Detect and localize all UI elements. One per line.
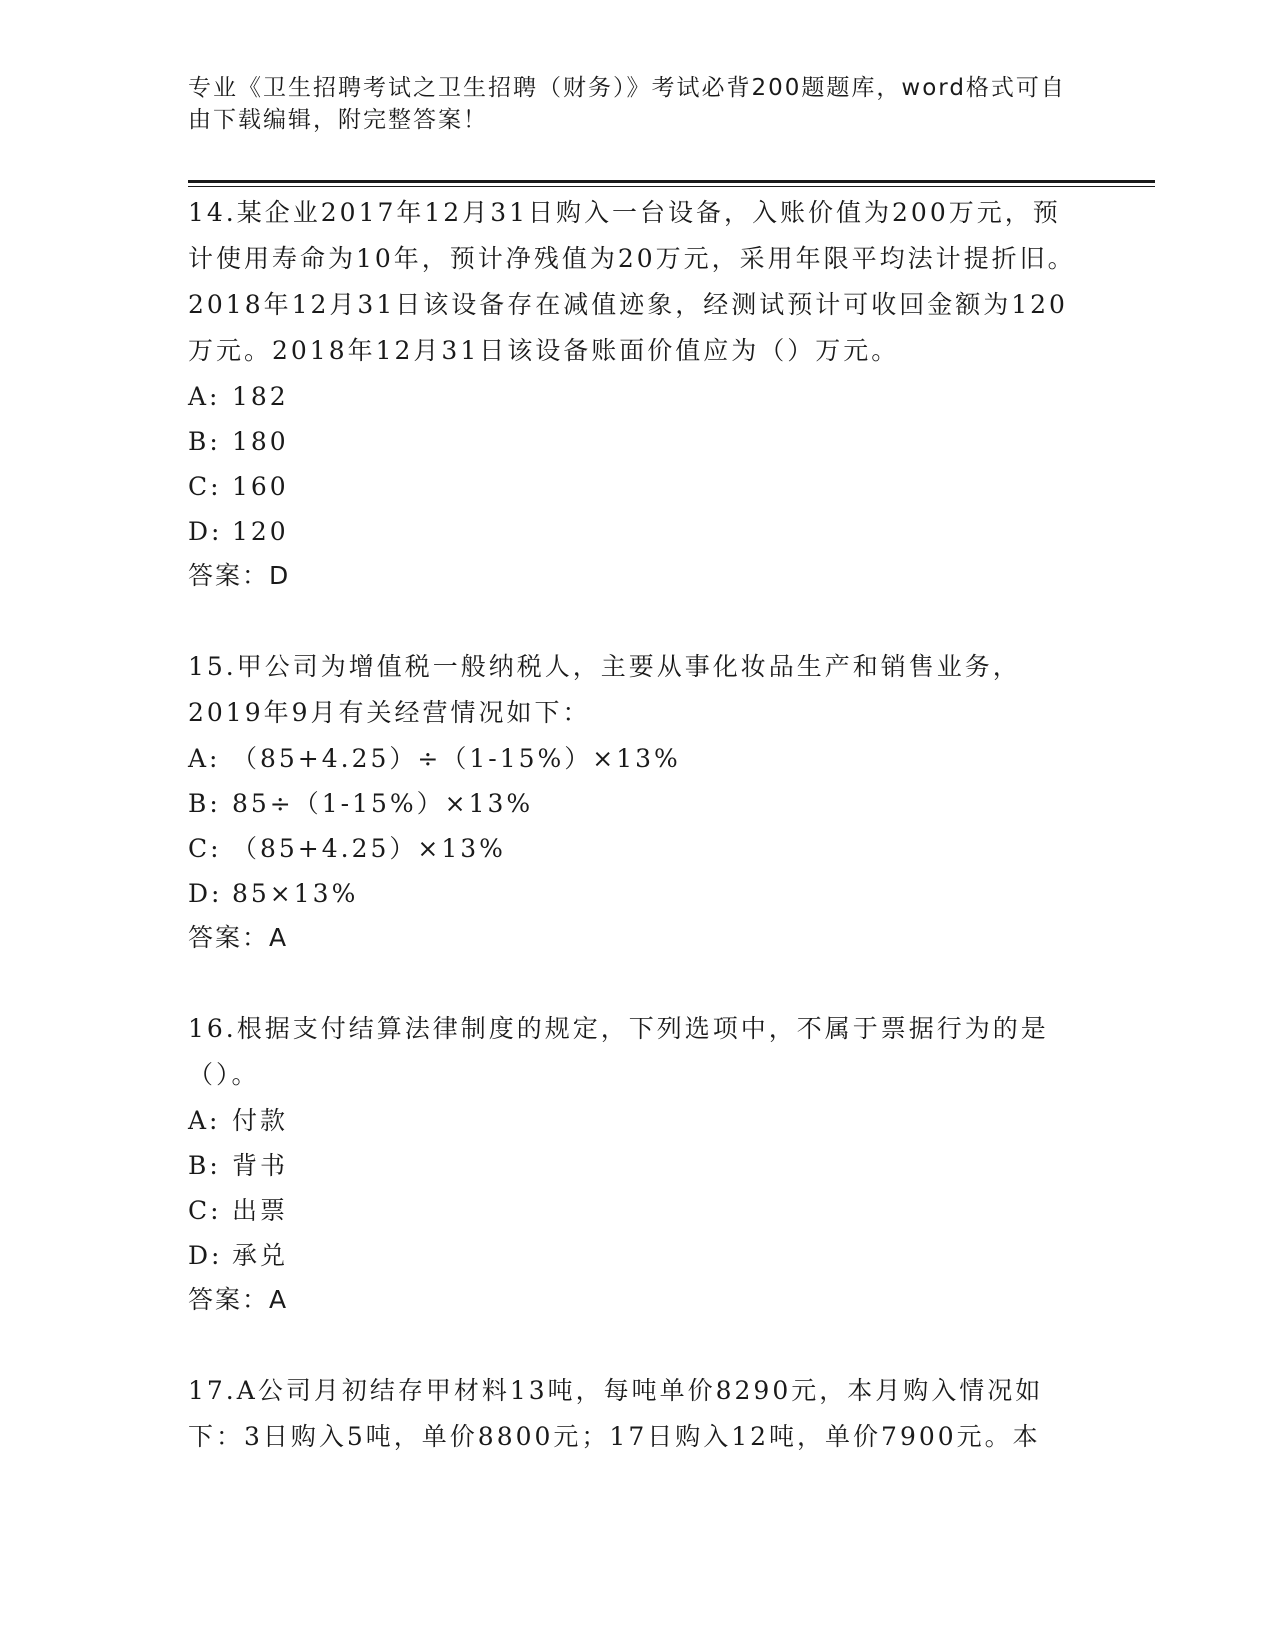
header-divider [188,180,1155,183]
option-text: 182 [232,382,289,411]
answer: 答案：D [188,561,291,590]
question-15 [188,644,1088,960]
option-d [188,509,1088,554]
option-letter: B: [188,1151,221,1180]
option-letter: A: [188,744,221,773]
option-a [188,1098,1088,1143]
option-a [188,736,1088,781]
option-text: 付款 [232,1106,289,1135]
option-letter: D: [188,517,223,546]
answer: 答案：A [188,923,289,952]
question-17 [188,1368,1088,1460]
option-text: 120 [232,517,289,546]
document-header: 专业《卫生招聘考试之卫生招聘（财务）》考试必背200题题库，word格式可自由下载编辑，附完整答案！ [188,75,1066,133]
option-text: 背书 [232,1151,289,1180]
question-text: 14.某企业2017年12月31日购入一台设备，入账价值为200万元，预计使用寿命为10年，预计净残值为20万元，采用年限平均法计提折旧。2018年12月31日该设备存在减值迹象，经测试预计可收回金额为120万元。2018年12月31日该设备账面价值应为（）万元。 [188,198,1076,365]
option-b [188,419,1088,464]
option-letter: B: [188,427,221,456]
option-text: 160 [232,472,289,501]
question-14 [188,190,1088,598]
option-letter: C: [188,834,222,863]
option-letter: D: [188,1241,223,1270]
option-b [188,781,1088,826]
option-letter: A: [188,382,221,411]
question-16 [188,1006,1088,1322]
option-text: 出票 [232,1196,289,1225]
option-letter: A: [188,1106,221,1135]
option-c [188,464,1088,509]
question-text: 17.A公司月初结存甲材料13吨，每吨单价8290元，本月购入情况如下：3日购入5吨，单价8800元；17日购入12吨，单价7900元。本 [188,1376,1044,1451]
option-letter: B: [188,789,221,818]
option-letter: C: [188,472,222,501]
header-divider-thin [188,186,1155,187]
option-letter: C: [188,1196,222,1225]
option-text: 承兑 [232,1241,289,1270]
question-text: 15.甲公司为增值税一般纳税人，主要从事化妆品生产和销售业务，2019年9月有关经营情况如下： [188,652,1021,727]
option-a [188,374,1088,419]
answer: 答案：A [188,1285,289,1314]
question-text: 16.根据支付结算法律制度的规定，下列选项中，不属于票据行为的是（）。 [188,1014,1049,1089]
option-d [188,1233,1088,1278]
option-text: （85+4.25）×13% [232,834,506,863]
option-letter: D: [188,879,223,908]
option-text: （85+4.25）÷（1-15%）×13% [232,744,681,773]
option-text: 180 [232,427,289,456]
question-list [188,190,1088,1472]
option-d [188,871,1088,916]
option-c [188,1188,1088,1233]
option-c [188,826,1088,871]
option-b [188,1143,1088,1188]
option-text: 85÷（1-15%）×13% [232,789,534,818]
option-text: 85×13% [232,879,359,908]
